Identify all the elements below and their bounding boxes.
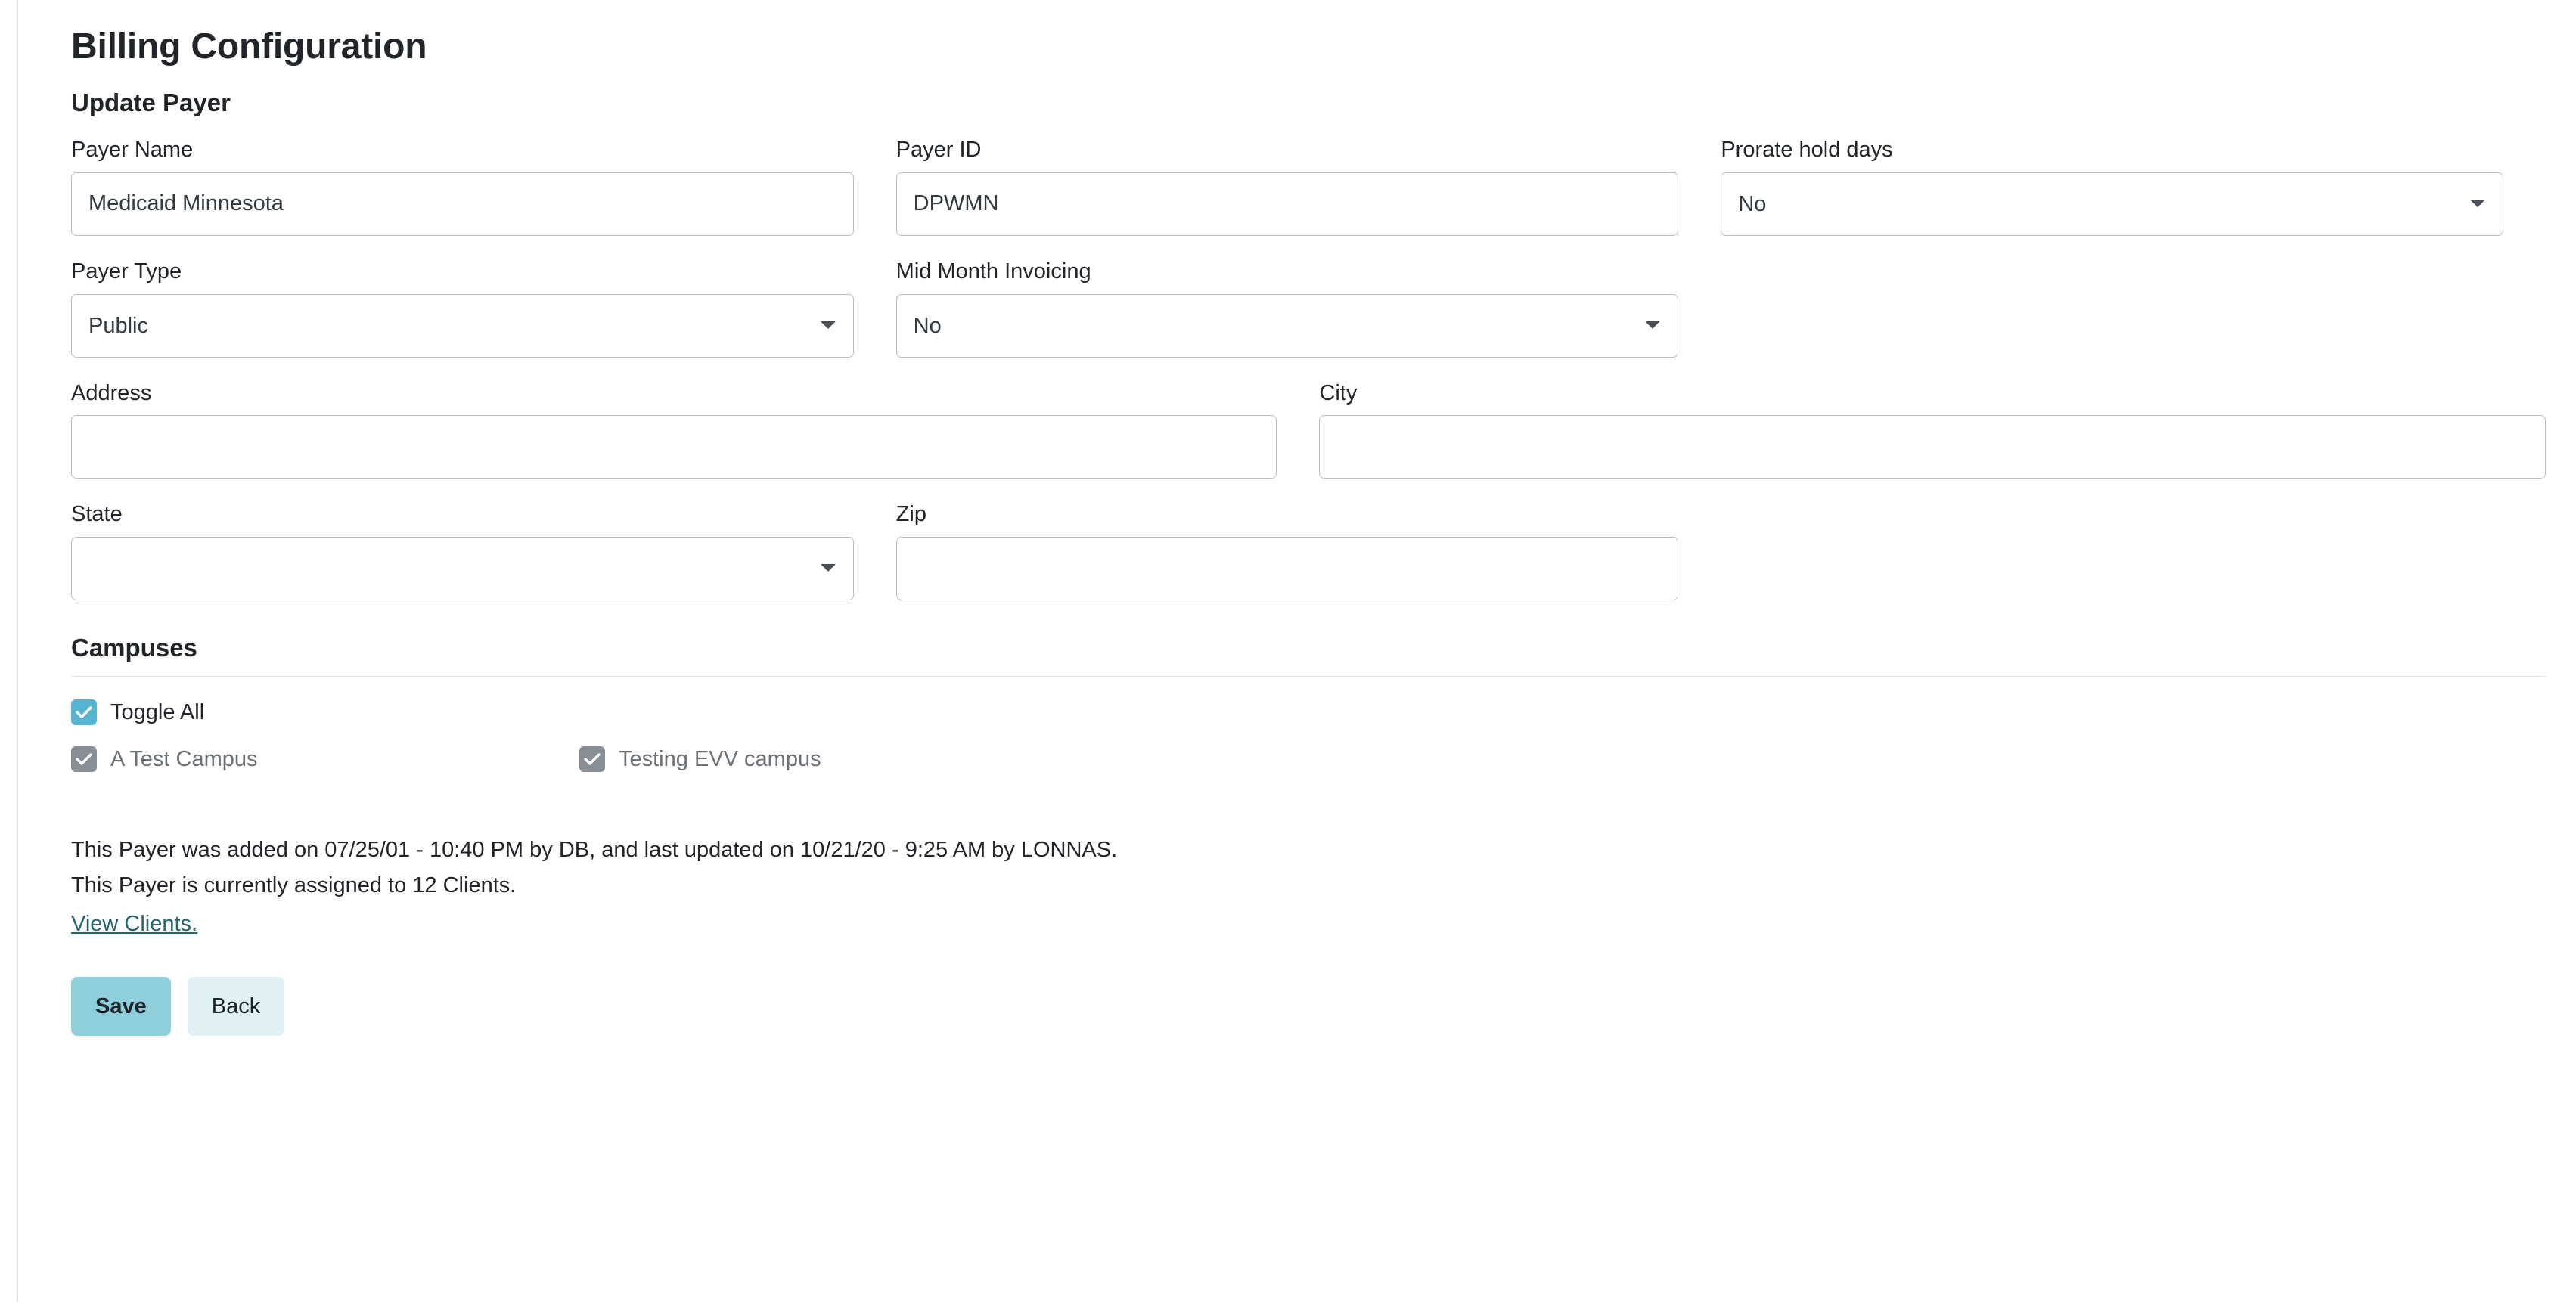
address-input[interactable] (71, 415, 1277, 479)
field-payer-name (71, 137, 896, 236)
city-label: City (1319, 380, 1358, 405)
form-row-4 (71, 501, 2546, 600)
field-zip (896, 501, 1721, 600)
field-prorate-hold-days (1721, 137, 2546, 236)
payer-type-label: Payer Type (71, 259, 182, 284)
campus-item-label: A Test Campus (110, 746, 258, 771)
checkmark-icon (579, 746, 605, 772)
campuses-heading: Campuses (71, 634, 2546, 677)
save-button[interactable]: Save (71, 977, 171, 1036)
form-actions (71, 977, 2546, 1036)
checkmark-icon[interactable] (71, 699, 97, 725)
back-button[interactable]: Back (188, 977, 284, 1036)
payer-name-input[interactable] (71, 172, 854, 236)
form-row-1 (71, 137, 2546, 236)
field-payer-id (896, 137, 1721, 236)
field-address (71, 380, 1319, 479)
payer-audit-text: This Payer was added on 07/25/01 - 10:40 PM by DB, and last updated on 10/21/20 - 9:25 AM by LONNAS. (71, 838, 1118, 863)
payer-info-block (71, 832, 2546, 942)
toggle-all-label: Toggle All (110, 699, 205, 724)
campus-list-row (71, 746, 2546, 772)
campus-item-0 (71, 746, 579, 772)
state-select[interactable] (71, 537, 854, 600)
prorate-hold-days-select[interactable] (1721, 172, 2503, 236)
payer-id-label: Payer ID (895, 138, 982, 162)
form-row-3 (71, 380, 2546, 479)
form-row-2 (71, 259, 2546, 358)
field-state (71, 501, 896, 600)
payer-client-count-text: This Payer is currently assigned to 12 Clients. (71, 873, 517, 898)
toggle-all-checkbox-group[interactable] (71, 699, 579, 725)
field-mid-month-invoicing (896, 259, 1721, 358)
mid-month-invoicing-label: Mid Month Invoicing (895, 259, 1091, 284)
zip-label: Zip (895, 502, 926, 527)
payer-type-select[interactable] (71, 294, 854, 358)
payer-name-label: Payer Name (71, 138, 194, 162)
campus-item-label: Testing EVV campus (619, 746, 821, 771)
campus-item-1 (579, 746, 1088, 772)
field-city (1319, 380, 2546, 479)
view-clients-link[interactable]: View Clients. (71, 912, 198, 937)
mid-month-invoicing-select[interactable] (896, 294, 1679, 358)
zip-input[interactable] (896, 537, 1679, 600)
checkmark-icon (71, 746, 97, 772)
field-payer-type (71, 259, 896, 358)
page-title: Billing Configuration (71, 26, 427, 67)
section-subtitle: Update Payer (71, 88, 231, 116)
payer-id-input[interactable] (896, 172, 1679, 236)
address-label: Address (71, 380, 152, 405)
state-label: State (71, 502, 123, 527)
city-input[interactable] (1319, 415, 2546, 479)
toggle-all-row (71, 699, 2546, 725)
prorate-hold-days-label: Prorate hold days (1721, 138, 1893, 162)
billing-configuration-page (17, 0, 2576, 1302)
